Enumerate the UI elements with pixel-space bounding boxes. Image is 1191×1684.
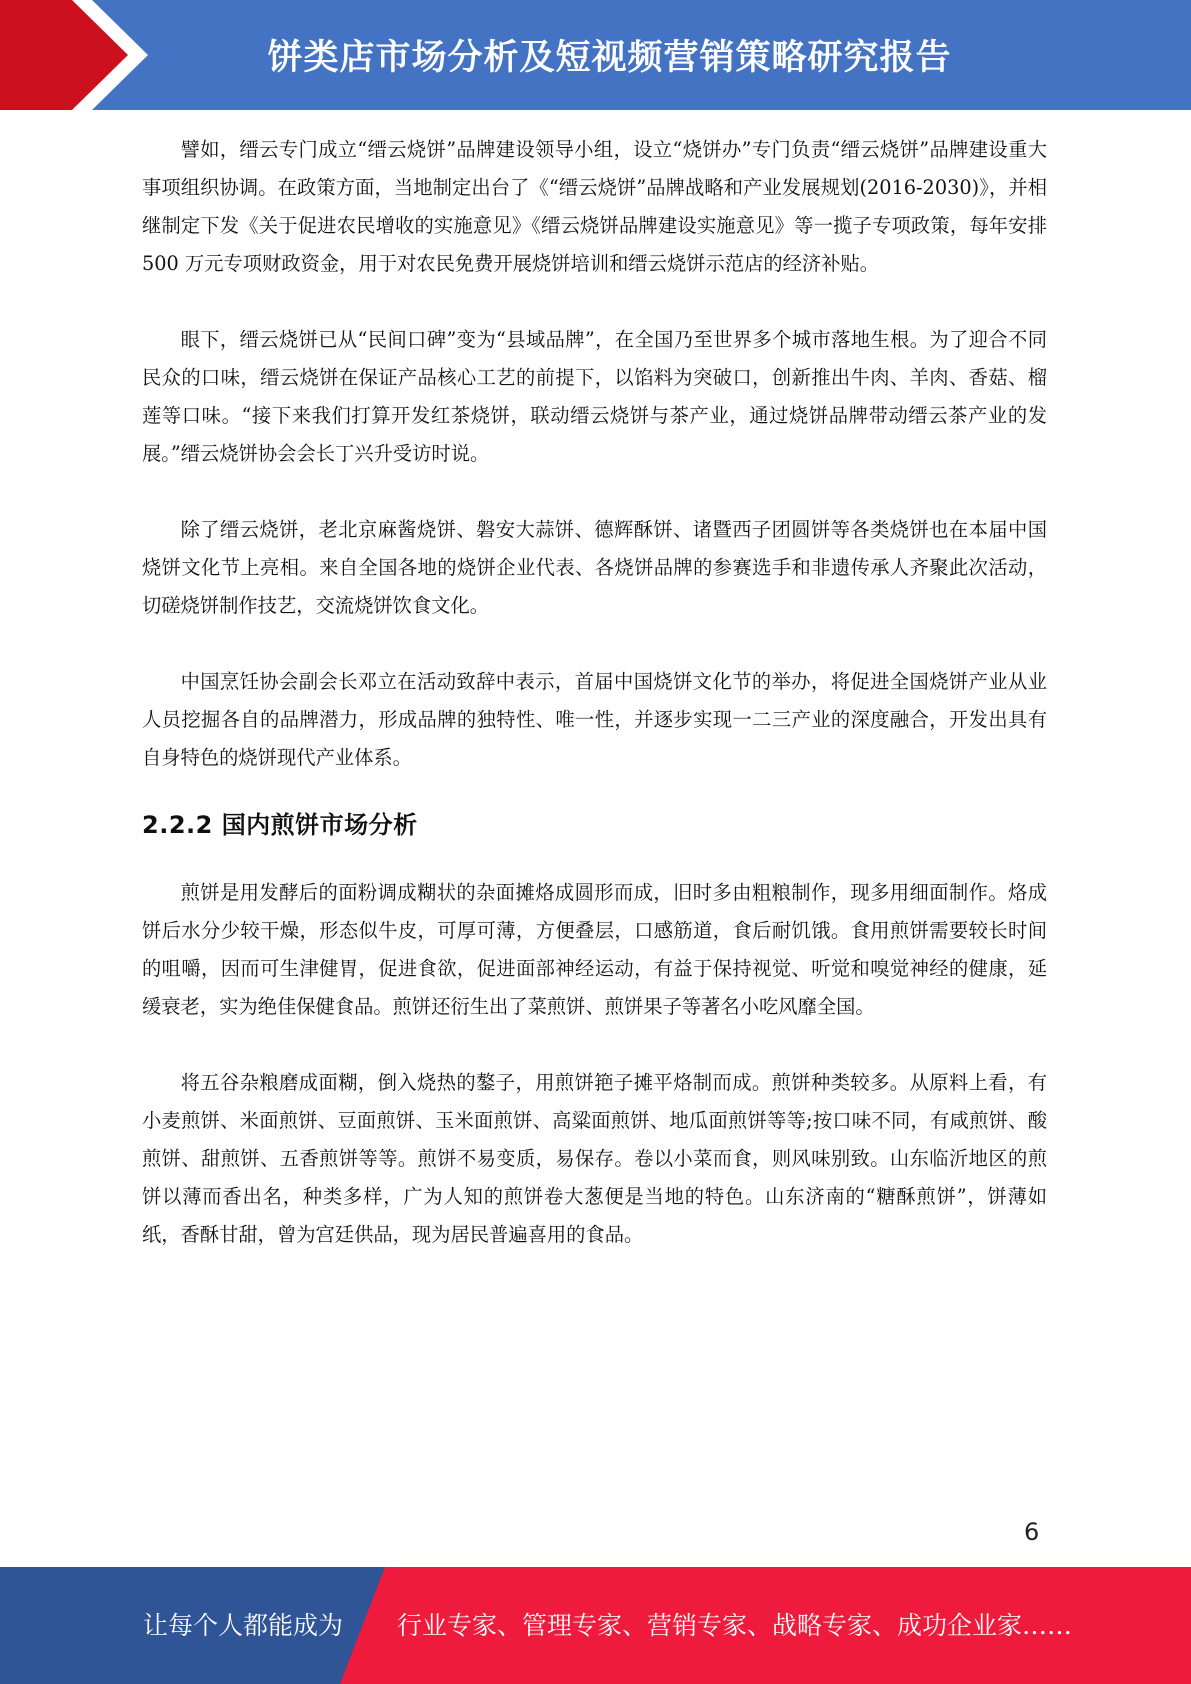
section-heading: 2.2.2 国内煎饼市场分析: [142, 811, 418, 839]
page-footer: [0, 1567, 1191, 1684]
footer-slogan-left: 让每个人都能成为: [143, 1611, 344, 1640]
page-content: [142, 131, 1047, 1254]
paragraph: 将五谷杂粮磨成面糊，倒入烧热的鏊子，用煎饼筢子摊平烙制而成。煎饼种类较多。从原料上看，有小麦煎饼、米面煎饼、豆面煎饼、玉米面煎饼、高粱面煎饼、地瓜面煎饼等等;按口味不同，有咸煎饼、酸煎饼、甜煎饼、五香煎饼等等。煎饼不易变质，易保存。卷以小菜而食，则风味别致。山东临沂地区的煎饼以薄而香出名，种类多样，广为人知的煎饼卷大葱便是当地的特色。山东济南的“糖酥煎饼”，饼薄如纸，香酥甘甜，曾为宫廷供品，现为居民普遍喜用的食品。: [142, 1071, 1047, 1246]
report-title: 饼类店市场分析及短视频营销策略研究报告: [267, 38, 952, 78]
paragraph: 除了缙云烧饼，老北京麻酱烧饼、磐安大蒜饼、德辉酥饼、诸暨西子团圆饼等各类烧饼也在本届中国烧饼文化节上亮相。来自全国各地的烧饼企业代表、各烧饼品牌的参赛选手和非遗传承人齐聚此次活动，切磋烧饼制作技艺，交流烧饼饮食文化。: [142, 518, 1047, 617]
paragraph: 煎饼是用发酵后的面粉调成糊状的杂面摊烙成圆形而成，旧时多由粗粮制作，现多用细面制作。烙成饼后水分少较干燥，形态似牛皮，可厚可薄，方便叠层，口感筋道，食后耐饥饿。食用煎饼需要较长时间的咀嚼，因而可生津健胃，促进食欲，促进面部神经运动，有益于保持视觉、听觉和嗅觉神经的健康，延缓衰老，实为绝佳保健食品。煎饼还衍生出了菜煎饼、煎饼果子等著名小吃风靡全国。: [142, 881, 1047, 1018]
page-number: 6: [1024, 1518, 1040, 1546]
footer-slogan-right: 行业专家、管理专家、营销专家、战略专家、成功企业家……: [397, 1611, 1073, 1640]
page-header: [0, 0, 1191, 110]
paragraph: 中国烹饪协会副会长邓立在活动致辞中表示，首届中国烧饼文化节的举办，将促进全国烧饼产业从业人员挖掘各自的品牌潜力，形成品牌的独特性、唯一性，并逐步实现一二三产业的深度融合，开发出具有自身特色的烧饼现代产业体系。: [142, 670, 1047, 769]
paragraph: 眼下，缙云烧饼已从“民间口碑”变为“县域品牌”，在全国乃至世界多个城市落地生根。为了迎合不同民众的口味，缙云烧饼在保证产品核心工艺的前提下，以馅料为突破口，创新推出牛肉、羊肉、香菇、榴莲等口味。“接下来我们打算开发红茶烧饼，联动缙云烧饼与茶产业，通过烧饼品牌带动缙云茶产业的发展。”缙云烧饼协会会长丁兴升受访时说。: [142, 328, 1047, 465]
paragraph: 譬如，缙云专门成立“缙云烧饼”品牌建设领导小组，设立“烧饼办”专门负责“缙云烧饼”品牌建设重大事项组织协调。在政策方面，当地制定出台了《“缙云烧饼”品牌战略和产业发展规划(2016-2030)》，并相继制定下发《关于促进农民增收的实施意见》《缙云烧饼品牌建设实施意见》等一揽子专项政策，每年安排 500 万元专项财政资金，用于对农民免费开展烧饼培训和缙云烧饼示范店的经济补贴。: [142, 138, 1047, 275]
